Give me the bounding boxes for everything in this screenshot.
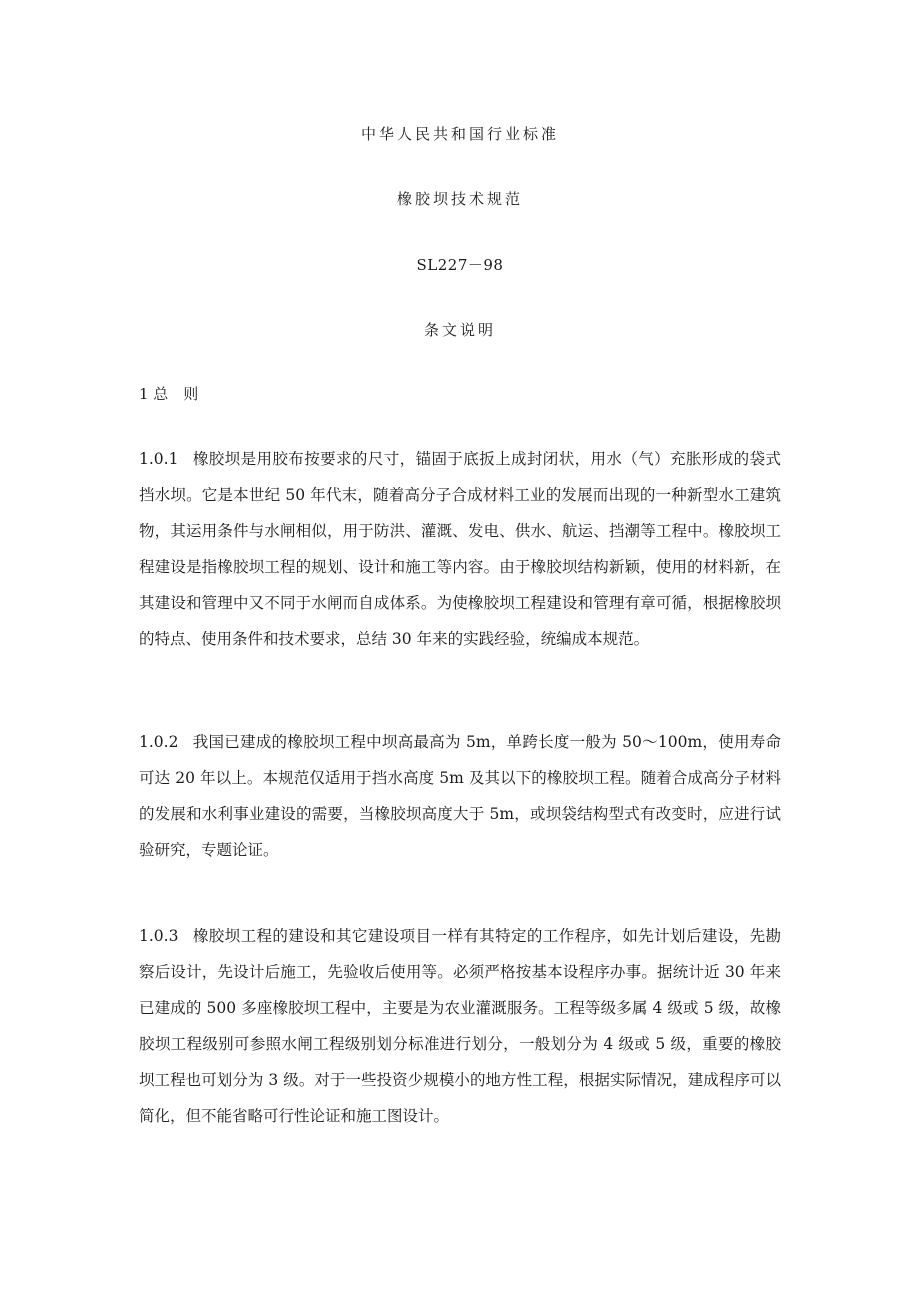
clause-number: 1.0.1 (139, 450, 179, 468)
clause-text: 橡胶坝工程的建设和其它建设项目一样有其特定的工作程序，如先计划后建设，先勘察后设计，先设计后施工，先验收后使用等。必须严格按基本设程序办事。据统计近 30 年来已建成的 500 多座橡胶坝工程中，主要是为农业灌溉服务。工程等级多属 4 级或 5 级，故橡胶坝工程级别可参照水闸工程级别划分标准进行划分，一般划分为 4 级或 5 级，重要的橡胶坝工程也可划分为 3 级。对于一些投资少规模小的地方性工程，根据实际情况，建成程序可以简化，但不能省略可行性论证和施工图设计。 (139, 927, 781, 1125)
clause-text: 我国已建成的橡胶坝工程中坝高最高为 5m，单跨长度一般为 50～100m，使用寿命可达 20 年以上。本规范仅适用于挡水高度 5m 及其以下的橡胶坝工程。随着合成高分子材料的发展和水利事业建设的需要，当橡胶坝高度大于 5m，或坝袋结构型式有改变时，应进行试验研究，专题论证。 (139, 733, 781, 859)
clause-paragraph (139, 918, 781, 1134)
standard-code: SL227－98 (416, 256, 504, 274)
document-title: 橡胶坝技术规范 (396, 190, 523, 208)
standard-type-line: 中华人民共和国行业标准 (360, 125, 559, 143)
clause-number: 1.0.3 (139, 927, 179, 945)
clause-paragraph (139, 724, 781, 868)
section-heading: 1 总 则 (139, 385, 199, 403)
document-subtitle: 条文说明 (423, 321, 496, 339)
clause-number: 1.0.2 (139, 733, 179, 751)
clause-text: 橡胶坝是用胶布按要求的尺寸，锚固于底扳上成封闭状，用水（气）充胀形成的袋式挡水坝。它是本世纪 50 年代末，随着高分子合成材料工业的发展而出现的一种新型水工建筑物，其运用条件与水闸相似，用于防洪、灌溉、发电、供水、航运、挡潮等工程中。橡胶坝工程建设是指橡胶坝工程的规划、设计和施工等内容。由于橡胶坝结构新颖，使用的材料新，在其建设和管理中又不同于水闸而自成体系。为使橡胶坝工程建设和管理有章可循，根据橡胶坝的特点、使用条件和技术要求，总结 30 年来的实践经验，统编成本规范。 (139, 450, 781, 648)
clause-paragraph (139, 441, 781, 657)
